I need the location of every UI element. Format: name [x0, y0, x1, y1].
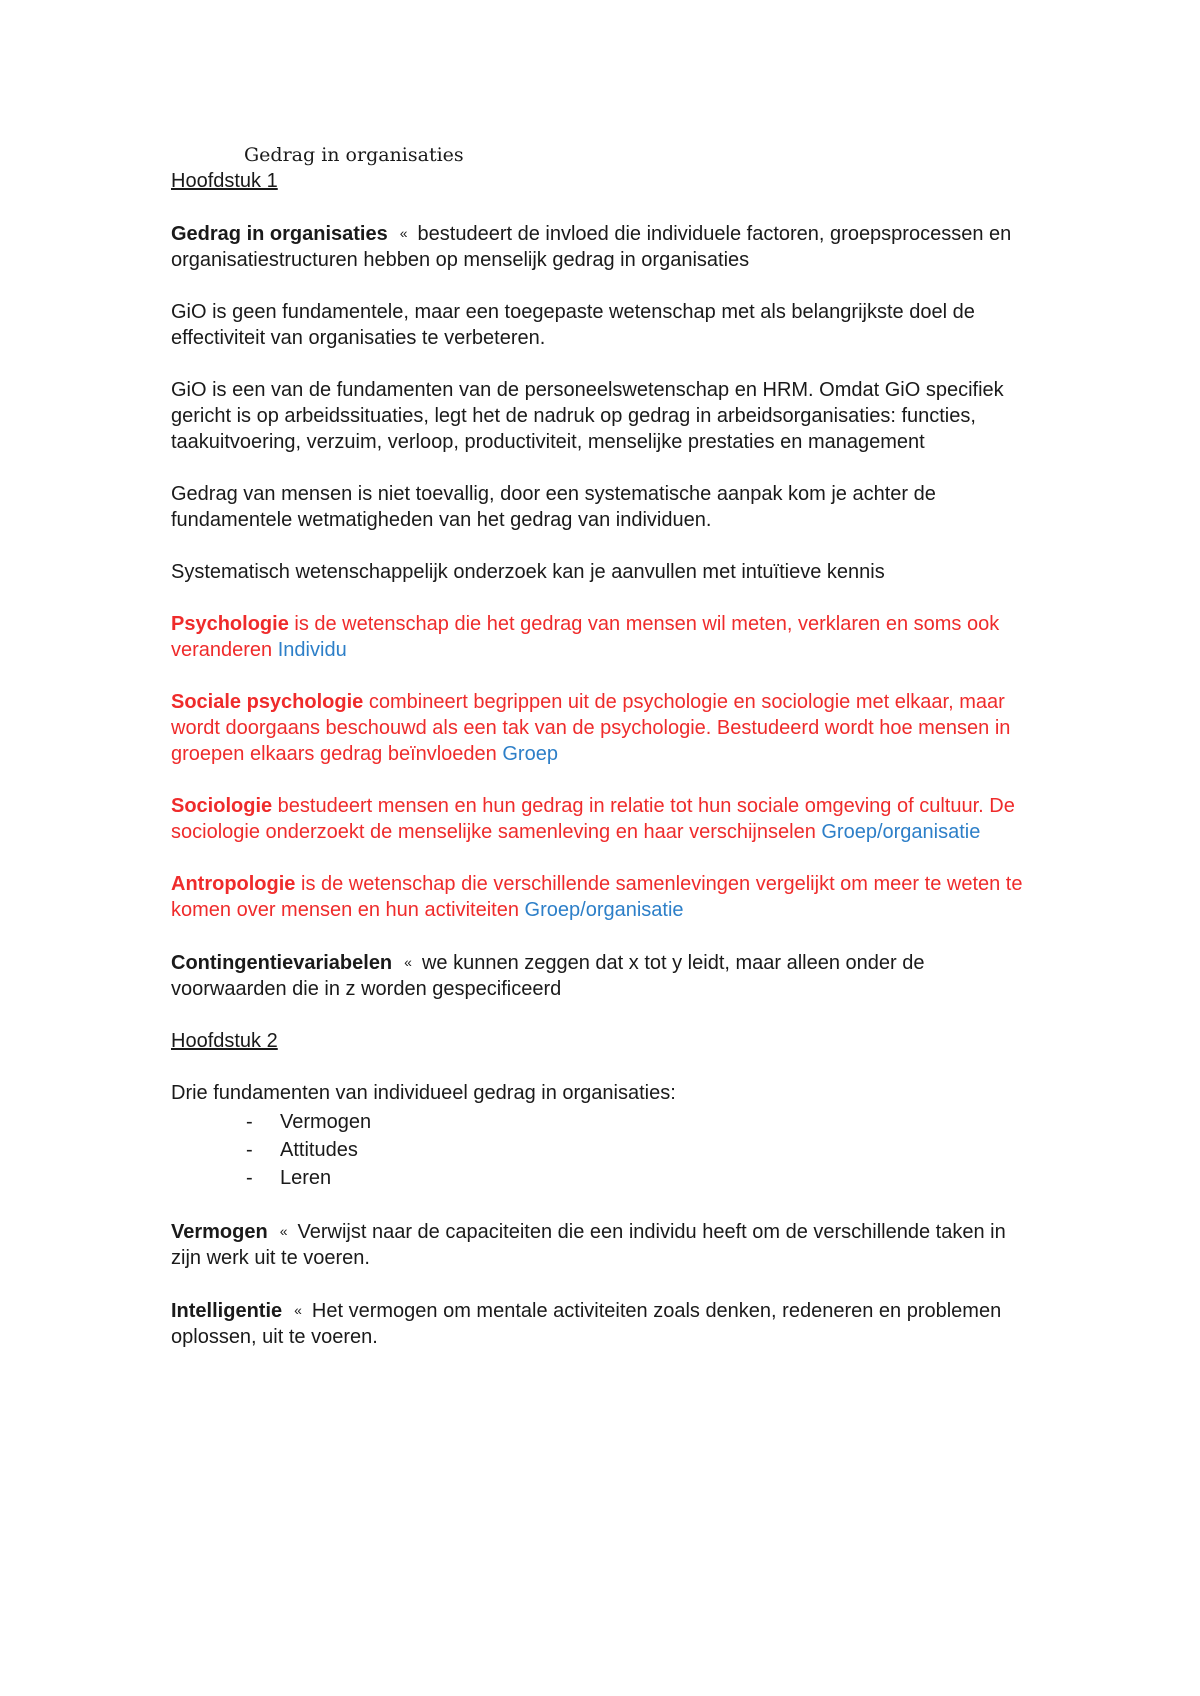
foundations-list [171, 1108, 1031, 1192]
chapter-2-heading: Hoofdstuk 2 [171, 1030, 278, 1052]
term-social-psychology: Sociale psychologie [171, 691, 364, 713]
term-sociology: Sociologie [171, 795, 273, 817]
definition-intelligence-text: Het vermogen om mentale activiteiten zoals denken, redeneren en problemen oplossen, uit te voeren. [171, 1300, 1002, 1348]
arrow-icon: « [404, 954, 412, 970]
paragraph-applied-science: GiO is geen fundamentele, maar een toegepaste wetenschap met als belangrijkste doel de effectiviteit van organisaties te verbeteren. [171, 301, 975, 349]
definition-gio [171, 220, 1031, 273]
definition-gio-text: bestudeert de invloed die individuele factoren, groepsprocessen en organisatiestructuren hebben op menselijk gedrag in organisaties [171, 223, 1012, 271]
term-gio: Gedrag in organisaties [171, 223, 388, 245]
arrow-icon: « [279, 1223, 288, 1239]
level-label-psychology: Individu [277, 639, 347, 661]
definition-intelligence [171, 1297, 1031, 1350]
document-content [171, 142, 1031, 1350]
definition-psychology [171, 611, 1031, 663]
definition-ability-text: Verwijst naar de capaciteiten die een individu heeft om de verschillende taken in zijn werk uit te voeren. [171, 1221, 1006, 1269]
definition-sociology [171, 793, 1031, 845]
term-anthropology: Antropologie [171, 873, 296, 895]
list-item: - Vermogen [171, 1108, 1031, 1136]
arrow-icon: « [399, 225, 408, 241]
list-dash: - [246, 1111, 253, 1133]
definition-anthropology [171, 871, 1031, 923]
paragraph-three-foundations: Drie fundamenten van individueel gedrag in organisaties: [171, 1082, 676, 1104]
definition-psychology-text: is de wetenschap die het gedrag van mensen wil meten, verklaren en soms ook veranderen [171, 613, 1000, 661]
paragraph-not-random: Gedrag van mensen is niet toevallig, door een systematische aanpak kom je achter de fundamentele wetmatigheden van het gedrag van individuen. [171, 483, 936, 531]
definition-contingency [171, 949, 1031, 1002]
term-psychology: Psychologie [171, 613, 289, 635]
list-item: - Attitudes [171, 1136, 1031, 1164]
list-dash: - [246, 1139, 253, 1161]
definition-anthropology-text: is de wetenschap die verschillende samenlevingen vergelijkt om meer te weten te komen over mensen en hun activiteiten [171, 873, 1023, 921]
definition-ability [171, 1218, 1031, 1271]
definition-sociology-text: bestudeert mensen en hun gedrag in relatie tot hun sociale omgeving of cultuur. De sociologie onderzoekt de menselijke samenleving en haar verschijnselen [171, 795, 1015, 843]
term-ability: Vermogen [171, 1221, 268, 1243]
document-title: Gedrag in organisaties [244, 144, 464, 166]
level-label-sociology: Groep/organisatie [821, 821, 981, 843]
term-intelligence: Intelligentie [171, 1300, 283, 1322]
definition-social-psychology-text: combineert begrippen uit de psychologie en sociologie met elkaar, maar wordt doorgaans beschouwd als een tak van de psychologie. Bestudeerd wordt hoe mensen in groepen elkaars gedrag beïnvloeden [171, 691, 1011, 765]
paragraph-research: Systematisch wetenschappelijk onderzoek kan je aanvullen met intuïtieve kennis [171, 561, 885, 583]
list-item: - Leren [171, 1164, 1031, 1192]
level-label-social-psychology: Groep [502, 743, 558, 765]
arrow-icon: « [294, 1302, 302, 1318]
chapter-1-heading: Hoofdstuk 1 [171, 170, 278, 192]
term-contingency: Contingentievariabelen [171, 952, 393, 974]
level-label-anthropology: Groep/organisatie [524, 899, 684, 921]
paragraph-foundations: GiO is een van de fundamenten van de personeelswetenschap en HRM. Omdat GiO specifiek gericht is op arbeidssituaties, legt het de nadruk op gedrag in arbeidsorganisaties: functies, taakuitvoering, verzuim, verloop, productiviteit, menselijke prestaties en management [171, 379, 1004, 453]
definition-contingency-text: we kunnen zeggen dat x tot y leidt, maar alleen onder de voorwaarden die in z worden gespecificeerd [171, 952, 925, 1000]
list-dash: - [246, 1167, 253, 1189]
definition-social-psychology [171, 689, 1031, 767]
